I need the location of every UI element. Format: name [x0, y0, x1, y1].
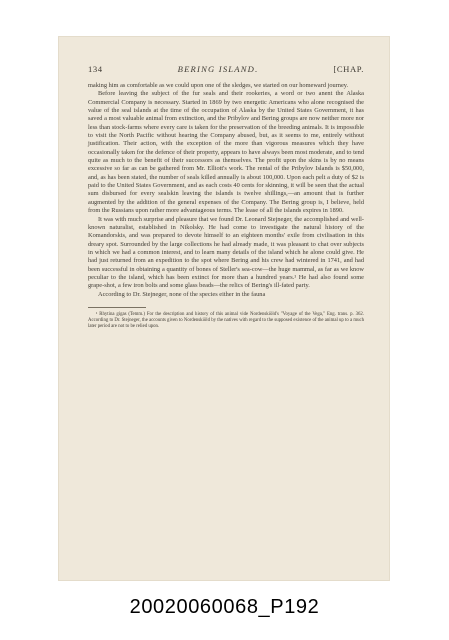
running-header — [88, 64, 364, 74]
footnote-text: ¹ Rhytina gigas (Temm.) For the description and history of this animal vide Nordenskiöld's "Voyage of the Vega," Eng. trans. p. 362. According to Dr. Stejneger, the accounts given to Nordenskiöld by the natives with regard to the supposed existence of the animal up to a much later period are not to be relied upon. — [88, 311, 364, 330]
body-text — [88, 82, 364, 299]
image-caption: 20020060068_P192 — [129, 596, 320, 618]
book-page — [88, 64, 364, 331]
paragraph: According to Dr. Stejneger, none of the species either in the fauna — [98, 290, 266, 298]
paragraph: making him as comfortable as we could upon one of the sledges, we started on our homeward journey. — [88, 82, 349, 89]
running-title: BERING ISLAND. — [177, 64, 259, 74]
chapter-marker: [CHAP. — [333, 64, 364, 74]
scanned-page — [58, 36, 390, 581]
footnote-rule — [88, 307, 146, 308]
paragraph: Before leaving the subject of the fur seals and their rookeries, a word or two anent the Alaska Commercial Company is necessary. Started in 1869 by two energetic Americans who alone recognised the value of the seal islands at the time of the occupation of Alaska by the United States Government, it has saved a most valuable animal from extinction, and the Pribylov and Bering groups are now neither more nor less than stock-farms where every care is taken for the preservation of the breeding animals. It is impossible to visit the North Pacific without hearing the Company abused, but, as it seems to me, entirely without justification. Their action, with the exception of the more than vigorous measures which they have occasionally taken for the defence of their property, appears to have always been most moderate, and to tend quite as much to the benefit of their successors as themselves. The profit upon the skins is by no means excessive so far as can be gathered from Mr. Elliott's work. The rental of the Pribylov Islands is $50,000, and, as has been stated, the number of seals killed annually is about 100,000. Upon each pelt a duty of $2 is paid to the United States Government, and as each costs 40 cents for skinning, it will be seen that the actual sum disbursed for every sealskin leaving the islands is twelve shillings,—an amount that is further augmented by the addition of the general expenses of the Company. The Bering group is, I believe, held from the Russians upon rather more advantageous terms. The lease of all the islands expires in 1890. — [88, 90, 364, 215]
paragraph: It was with much surprise and pleasure that we found Dr. Leonard Stejneger, the accomplished and well-known naturalist, established in Nikolsky. He had come to investigate the natural history of the Komandorskis, and was prepared to devote himself to an eighteen months' exile from civilisation in this dreary spot. Surrounded by the large collections he had already made, it was pleasant to chat over subjects in which we had a common interest, and to learn many details of the island which he alone could give. He had just returned from an expedition to the spot where Bering and his crew had wintered in 1741, and had been successful in obtaining a quantity of bones of Steller's sea-cow—the huge mammal, as far as we know peculiar to the island, which has been extinct for more than a hundred years.¹ He had also found some grape-shot, a few iron bolts and some glass beads—the relics of Bering's ill-fated party. — [88, 215, 364, 290]
footnote — [88, 312, 364, 331]
page-number: 134 — [88, 64, 103, 74]
